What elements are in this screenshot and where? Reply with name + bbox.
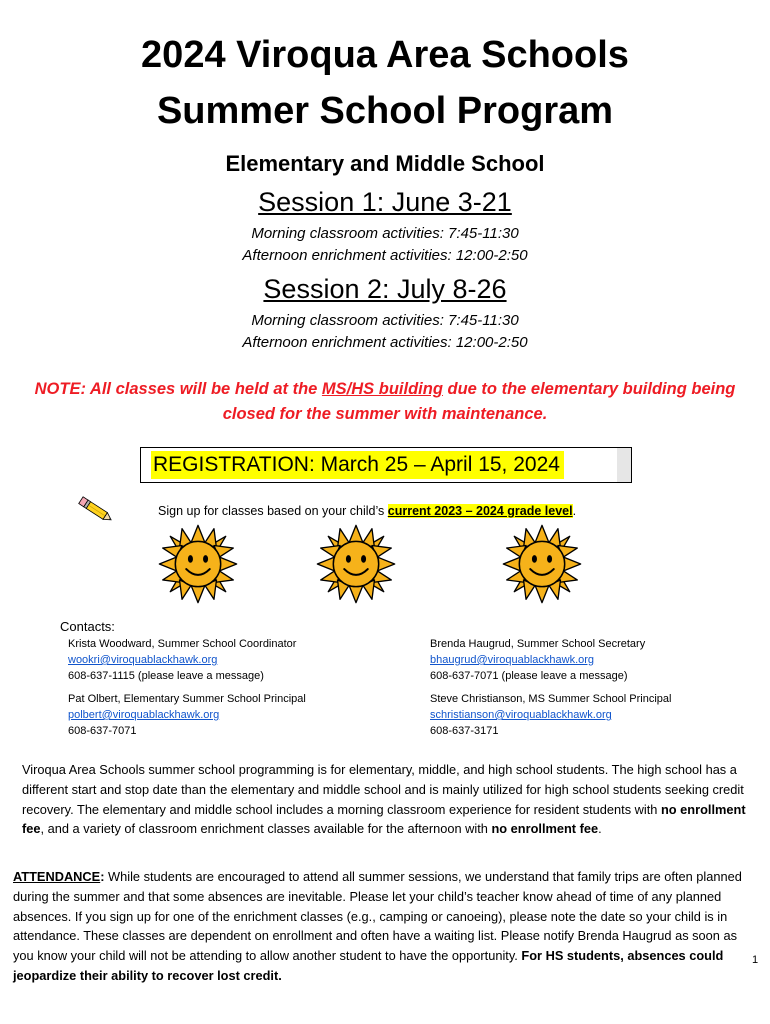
session-2-heading: Session 2: July 8-26 bbox=[263, 274, 507, 304]
attendance-colon: : bbox=[100, 869, 105, 884]
signup-suffix: . bbox=[572, 504, 577, 518]
attendance-bold: For HS students, absences could jeopardize their ability to recover lost credit. bbox=[13, 948, 724, 983]
registration-box bbox=[140, 447, 632, 483]
session-2-afternoon: Afternoon enrichment activities: 12:00-2:50 bbox=[242, 334, 528, 351]
session-1-heading: Session 1: June 3-21 bbox=[258, 187, 512, 217]
session-1-morning: Morning classroom activities: 7:45-11:30 bbox=[251, 225, 519, 242]
contacts-label: Contacts: bbox=[60, 619, 115, 634]
subtitle: Elementary and Middle School bbox=[225, 151, 545, 176]
contact-name: Steve Christianson, MS Summer School Principal bbox=[430, 693, 672, 705]
page-title-line-1: 2024 Viroqua Area Schools bbox=[141, 34, 629, 76]
program-bold-1: no enrollment fee bbox=[22, 801, 746, 837]
contact-card bbox=[68, 636, 296, 684]
contact-phone: 608-637-7071 bbox=[68, 725, 137, 737]
signup-prefix: Sign up for classes based on your child’s bbox=[158, 504, 388, 518]
contact-card bbox=[430, 691, 671, 739]
program-bold-2: no enrollment fee bbox=[491, 821, 599, 837]
program-text-2: , and a variety of classroom enrichment classes available for the afternoon with bbox=[40, 821, 492, 837]
session-1-afternoon: Afternoon enrichment activities: 12:00-2:50 bbox=[242, 247, 528, 264]
page-title-line-2: Summer School Program bbox=[156, 90, 614, 132]
contact-card bbox=[68, 691, 306, 739]
note-building: MS/HS building bbox=[321, 380, 443, 398]
signup-instruction bbox=[158, 504, 576, 518]
page-number: 1 bbox=[752, 954, 759, 966]
contact-name: Brenda Haugrud, Summer School Secretary bbox=[430, 638, 646, 650]
contact-card bbox=[430, 636, 645, 684]
note-suffix: due to the elementary building being closed for the summer with maintenance. bbox=[222, 380, 736, 423]
program-description bbox=[22, 760, 750, 839]
contact-phone: 608-637-3171 bbox=[430, 725, 499, 737]
session-2-morning: Morning classroom activities: 7:45-11:30 bbox=[251, 312, 519, 329]
pencil-icon bbox=[76, 493, 116, 527]
note-prefix: NOTE: All classes will be held at the bbox=[34, 380, 322, 398]
program-text-1: Viroqua Area Schools summer school programming is for elementary, middle, and high school students. The high school has a different start and stop date than the elementary and middle school and is mainly utilized for high school students seeking credit recovery. The elementary and middle school includes a morning classroom experience for resident students with bbox=[22, 762, 744, 817]
sun-icon bbox=[156, 522, 240, 606]
contact-name: Pat Olbert, Elementary Summer School Principal bbox=[68, 693, 306, 705]
building-note bbox=[30, 377, 740, 427]
registration-label: REGISTRATION: March 25 – April 15, 2024 bbox=[151, 451, 564, 479]
contact-phone: 608-637-7071 (please leave a message) bbox=[430, 670, 628, 682]
contact-phone: 608-637-1115 (please leave a message) bbox=[68, 670, 264, 682]
registration-box-shadow bbox=[617, 448, 631, 482]
contact-email-link[interactable]: bhaugrud@viroquablackhawk.org bbox=[430, 654, 595, 666]
signup-grade-level: current 2023 – 2024 grade level bbox=[387, 504, 573, 518]
attendance-paragraph bbox=[13, 867, 753, 986]
contact-email-link[interactable]: schristianson@viroquablackhawk.org bbox=[430, 709, 612, 721]
sun-icon bbox=[500, 522, 584, 606]
program-text-3: . bbox=[598, 821, 602, 837]
contact-email-link[interactable]: polbert@viroquablackhawk.org bbox=[68, 709, 220, 721]
contact-name: Krista Woodward, Summer School Coordinator bbox=[68, 638, 297, 650]
attendance-label: ATTENDANCE bbox=[13, 869, 101, 884]
sun-icon bbox=[314, 522, 398, 606]
attendance-text: While students are encouraged to attend all summer sessions, we understand that family trips are often planned during the summer and that some absences are inevitable. Please let your child’s teacher know ahead of time of any planned absences. If you sign up for one of the enrichment classes (e.g., camping or canoeing), please note the date so your child is in attendance. These classes are dependent on enrollment and often have a waiting list. Please notify Brenda Haugrud as soon as you know your child will not be attending to allow another student to have the opportunity. bbox=[13, 869, 742, 964]
contact-email-link[interactable]: wookri@viroquablackhawk.org bbox=[68, 654, 218, 666]
